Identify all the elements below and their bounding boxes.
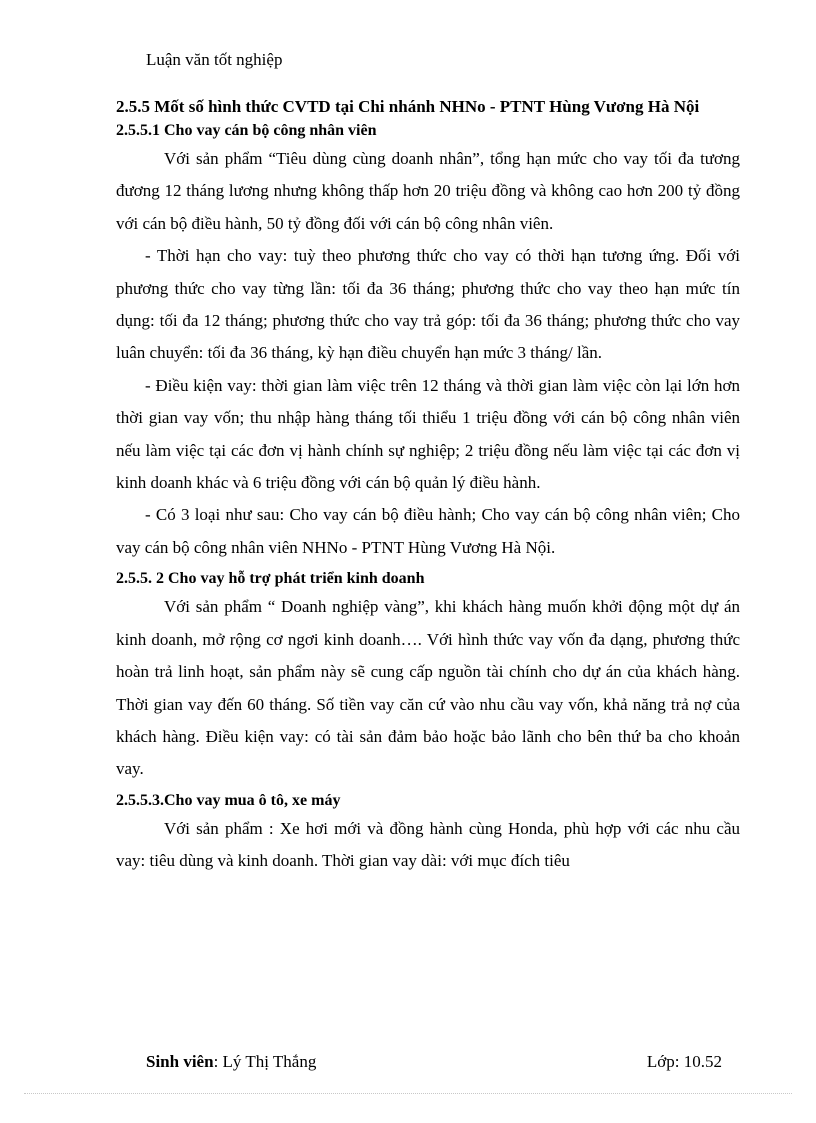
paragraph-6: Với sản phẩm : Xe hơi mới và đồng hành cùng Honda, phù hợp với các nhu cầu vay: tiêu dùng và kinh doanh. Thời gian vay dài: với mục đích tiêu <box>116 818 740 871</box>
document-body <box>116 94 740 878</box>
footer-student <box>146 1050 316 1074</box>
subsection-heading-3: 2.5.5.3.Cho vay mua ô tô, xe máy <box>116 791 341 809</box>
section-heading: 2.5.5 Mốt số hình thức CVTD tại Chi nhánh NHNo - PTNT Hùng Vương Hà Nội <box>116 97 700 116</box>
paragraph-3: - Điều kiện vay: thời gian làm việc trên 12 tháng và thời gian làm việc còn lại lớn hơn thời gian vay vốn; thu nhập hàng tháng tối thiểu 1 triệu đồng với cán bộ công nhân viên nếu làm việc tại các đơn vị hành chính sự nghiệp; 2 triệu đồng nếu làm việc tại các đơn vị kinh doanh khác và 6 triệu đồng với cán bộ quản lý điều hành. <box>116 375 740 493</box>
paragraph-1: Với sản phẩm “Tiêu dùng cùng doanh nhân”, tổng hạn mức cho vay tối đa tương đương 12 tháng lương nhưng không thấp hơn 20 triệu đồng và không cao hơn 200 tỷ đồng với cán bộ điều hành, 50 tỷ đồng đối với cán bộ công nhân viên. <box>116 149 740 233</box>
subsection-heading-1: 2.5.5.1 Cho vay cán bộ công nhân viên <box>116 122 377 139</box>
paragraph-4: - Có 3 loại như sau: Cho vay cán bộ điều hành; Cho vay cán bộ công nhân viên; Cho vay cán bộ công nhân viên NHNo - PTNT Hùng Vương Hà Nội. <box>116 505 740 557</box>
subsection-heading-2: 2.5.5. 2 Cho vay hỗ trợ phát triển kinh doanh <box>116 570 425 588</box>
footer-class: Lớp: 10.52 <box>646 1052 722 1071</box>
page-footer <box>146 1050 722 1074</box>
footer-student-name: : Lý Thị Thắng <box>213 1052 317 1071</box>
paragraph-2: - Thời hạn cho vay: tuỳ theo phương thức cho vay có thời hạn tương ứng. Đối với phương thức cho vay từng lần: tối đa 36 tháng; phương thức cho vay theo hạn mức tín dụng: tối đa 12 tháng; phương thức cho vay trả góp: tối đa 36 tháng; phương thức cho vay luân chuyển: tối đa 36 tháng, kỳ hạn điều chuyển hạn mức 3 tháng/ lần. <box>116 246 740 363</box>
paragraph-5: Với sản phẩm “ Doanh nghiệp vàng”, khi khách hàng muốn khởi động một dự án kinh doanh, mở rộng cơ ngơi kinh doanh…. Với hình thức vay vốn đa dạng, phương thức hoàn trả linh hoạt, sản phẩm này sẽ cung cấp nguồn tài chính cho dự án của khách hàng. Thời gian vay đến 60 tháng. Số tiền vay căn cứ vào nhu cầu vay vốn, khả năng trả nợ của khách hàng. Điều kiện vay: có tài sản đảm bảo hoặc bảo lãnh cho bên thứ ba cho khoản vay. <box>116 597 740 779</box>
footer-student-label: Sinh viên <box>146 1052 214 1071</box>
document-header-title: Luận văn tốt nghiệp <box>146 50 283 69</box>
page-separator <box>24 1093 792 1094</box>
